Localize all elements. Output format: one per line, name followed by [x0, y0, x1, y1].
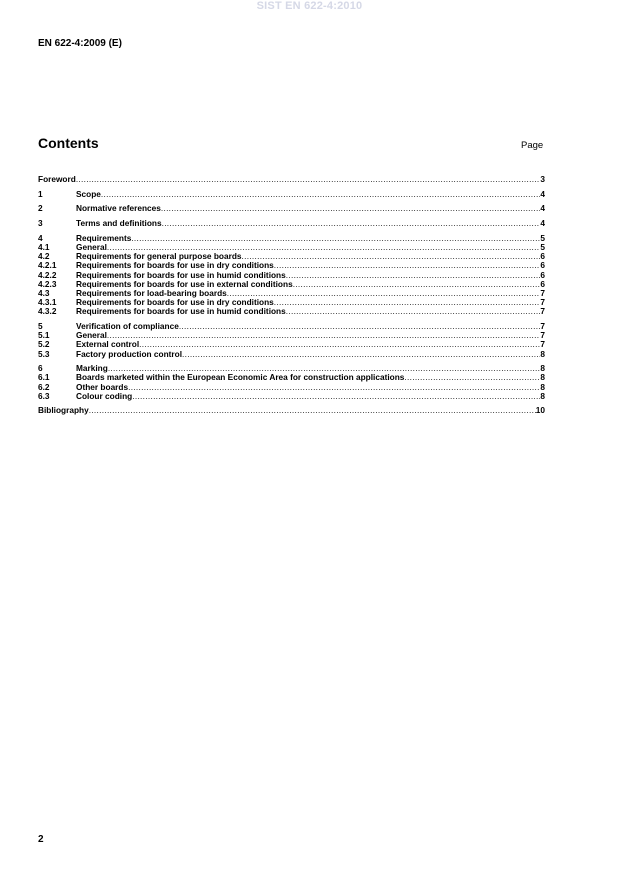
toc-entry[interactable] — [38, 307, 545, 316]
toc-entry-title: General — [76, 331, 107, 341]
toc-entry-number: 3 — [38, 219, 43, 229]
toc-entry[interactable] — [38, 234, 545, 243]
dot-leader — [227, 289, 541, 298]
toc-entry-page: 4 — [540, 219, 545, 229]
toc-entry-title: Requirements for boards for use in humid conditions — [76, 307, 286, 317]
toc-entry-number: 4.2.1 — [38, 261, 57, 271]
toc-entry-number: 1 — [38, 189, 43, 199]
toc-entry-title: External control — [76, 340, 140, 350]
page-number: 2 — [38, 834, 44, 845]
toc-entry[interactable] — [38, 331, 545, 340]
toc-entry[interactable] — [38, 383, 545, 392]
dot-leader — [293, 280, 541, 289]
dot-leader — [108, 364, 541, 373]
dot-leader — [89, 406, 536, 415]
toc-group — [38, 364, 545, 401]
dot-leader — [131, 234, 540, 243]
toc-entry-page: 8 — [540, 349, 545, 359]
toc-entry[interactable] — [38, 243, 545, 252]
contents-title: Contents — [38, 135, 99, 151]
watermark: SIST EN 622-4:2010 — [256, 0, 363, 12]
toc-entry-number: 5.3 — [38, 349, 50, 359]
dot-leader — [404, 373, 540, 382]
toc-entry-page: 6 — [540, 252, 545, 262]
toc-entry-page: 7 — [540, 340, 545, 350]
toc-entry-number: 5.2 — [38, 340, 50, 350]
toc-entry-page: 8 — [540, 364, 545, 374]
dot-leader — [139, 340, 540, 349]
dot-leader — [274, 261, 541, 270]
dot-leader — [107, 331, 540, 340]
toc-entry-title: Requirements for boards for use in dry conditions — [76, 298, 274, 308]
toc-entry-title: Foreword — [38, 175, 76, 184]
toc-entry[interactable] — [38, 261, 545, 270]
toc-entry-title: Other boards — [76, 382, 129, 392]
toc-entry-title: Verification of compliance — [76, 321, 179, 331]
toc-entry-number: 4.3.2 — [38, 307, 57, 317]
toc-entry[interactable] — [38, 204, 545, 213]
toc-entry-title: Terms and definitions — [76, 219, 162, 229]
toc-entry-page: 3 — [540, 175, 545, 184]
toc-entry-number: 4.1 — [38, 242, 50, 252]
toc-entry-title: Requirements for general purpose boards — [76, 252, 242, 262]
toc-entry-page: 5 — [540, 242, 545, 252]
toc-entry-number: 5 — [38, 321, 43, 331]
toc-entry-page: 6 — [540, 261, 545, 271]
toc-entry-title: Marking — [76, 364, 108, 374]
toc-group — [38, 175, 545, 184]
dot-leader — [128, 383, 540, 392]
toc-entry-title: Requirements — [76, 233, 132, 243]
toc-entry[interactable] — [38, 219, 545, 228]
toc-entry[interactable] — [38, 271, 545, 280]
toc-entry-page: 7 — [540, 288, 545, 298]
toc-entry-number: 2 — [38, 204, 43, 214]
toc-entry-number: 4.3 — [38, 288, 50, 298]
toc-entry-title: Requirements for boards for use in external conditions — [76, 279, 293, 289]
toc-entry-page: 8 — [540, 382, 545, 392]
toc-entry[interactable] — [38, 298, 545, 307]
toc-entry-number: 4 — [38, 233, 43, 243]
toc-entry-title: Requirements for load-bearing boards — [76, 288, 227, 298]
toc-entry-page: 7 — [540, 321, 545, 331]
toc-entry-page: 7 — [540, 298, 545, 308]
dot-leader — [179, 322, 541, 331]
toc-entry-page: 8 — [540, 373, 545, 383]
toc-group — [38, 406, 545, 415]
toc-entry[interactable] — [38, 252, 545, 261]
dot-leader — [132, 392, 540, 401]
dot-leader — [286, 307, 541, 316]
dot-leader — [101, 190, 540, 199]
dot-leader — [242, 252, 541, 261]
toc-entry[interactable] — [38, 392, 545, 401]
page-column-label: Page — [521, 140, 544, 151]
toc-entry-number: 4.3.1 — [38, 298, 57, 308]
toc-group — [38, 190, 545, 199]
toc-group — [38, 234, 545, 317]
toc-entry-page: 7 — [540, 331, 545, 341]
toc-entry-number: 4.2 — [38, 252, 50, 262]
dot-leader — [162, 219, 541, 228]
toc-entry-page: 4 — [540, 189, 545, 199]
toc-entry[interactable] — [38, 364, 545, 373]
toc-group — [38, 219, 545, 228]
dot-leader — [286, 271, 541, 280]
toc-entry-title: Requirements for boards for use in dry conditions — [76, 261, 274, 271]
toc-entry-number: 6.3 — [38, 391, 50, 401]
toc-entry[interactable] — [38, 175, 545, 184]
toc-entry[interactable] — [38, 350, 545, 359]
toc-entry-page: 6 — [540, 279, 545, 289]
dot-leader — [274, 298, 541, 307]
toc-entry-page: 8 — [540, 391, 545, 401]
toc-entry[interactable] — [38, 373, 545, 382]
toc-entry-number: 6.1 — [38, 373, 50, 383]
toc-group — [38, 204, 545, 213]
toc-entry-title: Factory production control — [76, 349, 183, 359]
dot-leader — [76, 175, 541, 184]
toc-entry[interactable] — [38, 340, 545, 349]
toc-entry-title: Boards marketed within the European Economic Area for construction applications — [76, 373, 405, 383]
toc-entry-number: 6 — [38, 364, 43, 374]
dot-leader — [161, 204, 541, 213]
toc-entry-number: 5.1 — [38, 331, 50, 341]
toc-group — [38, 322, 545, 359]
toc-entry[interactable] — [38, 322, 545, 331]
toc-entry-page: 4 — [540, 204, 545, 214]
toc-entry-number: 4.2.2 — [38, 270, 57, 280]
toc-entry-number: 4.2.3 — [38, 279, 57, 289]
toc-entry[interactable] — [38, 280, 545, 289]
table-of-contents — [38, 175, 545, 421]
toc-entry-page: 5 — [540, 233, 545, 243]
toc-entry-title: Bibliography — [38, 406, 89, 416]
toc-entry-title: General — [76, 242, 107, 252]
toc-entry[interactable] — [38, 406, 545, 415]
toc-entry-page: 7 — [540, 307, 545, 317]
toc-entry-title: Scope — [76, 189, 101, 199]
toc-entry-number: 6.2 — [38, 382, 50, 392]
document-id: EN 622-4:2009 (E) — [38, 38, 122, 49]
toc-entry-title: Normative references — [76, 204, 161, 214]
toc-entry[interactable] — [38, 289, 545, 298]
dot-leader — [182, 350, 540, 359]
dot-leader — [107, 243, 540, 252]
toc-entry-page: 6 — [540, 270, 545, 280]
toc-entry-title: Colour coding — [76, 391, 133, 401]
toc-entry-title: Requirements for boards for use in humid conditions — [76, 270, 286, 280]
toc-entry-page: 10 — [535, 406, 545, 416]
toc-entry[interactable] — [38, 190, 545, 199]
